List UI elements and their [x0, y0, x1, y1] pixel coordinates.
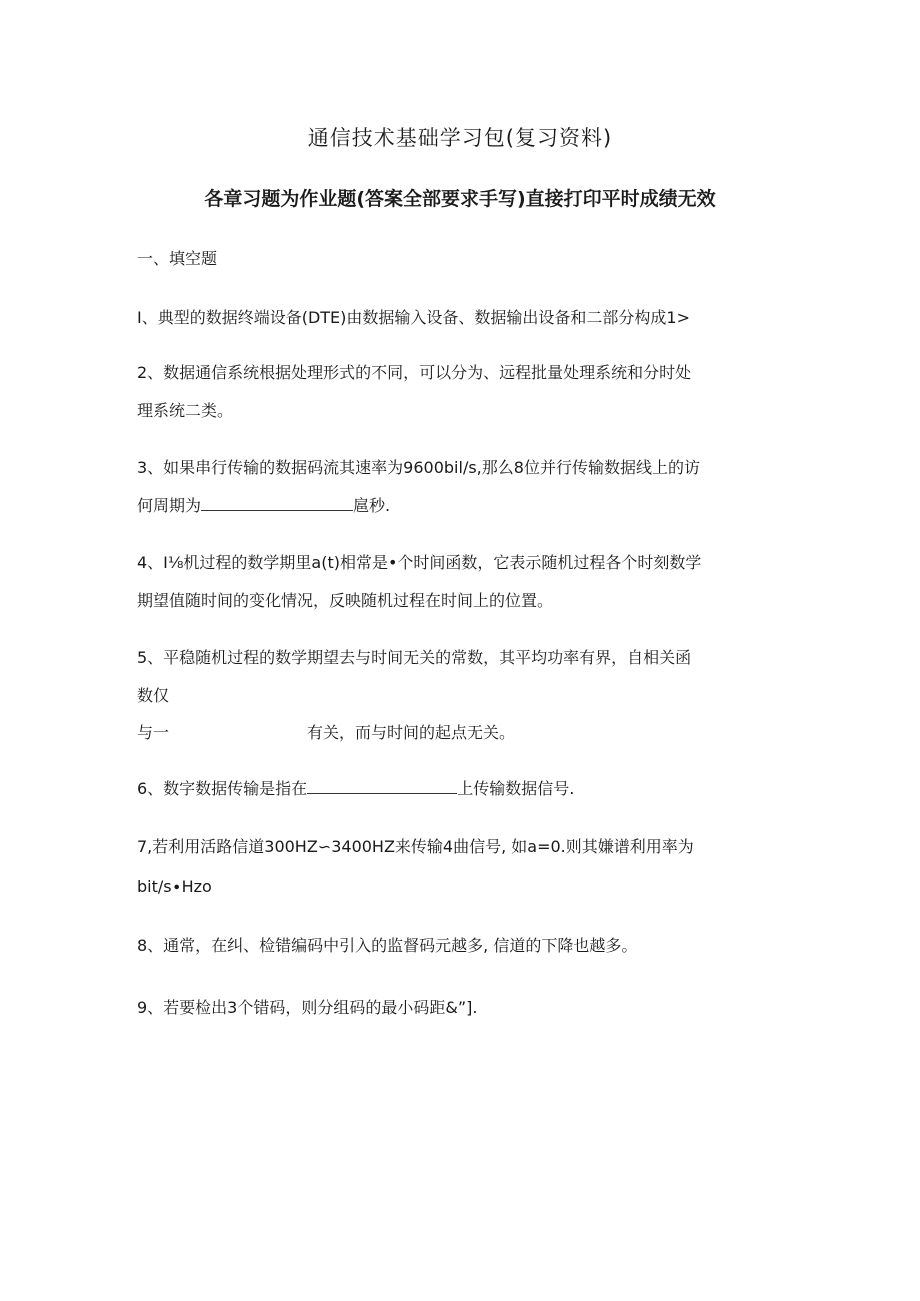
question-6 — [137, 776, 574, 799]
question-4-line-2: 期望值随时间的变化情况，反映随机过程在时间上的位置。 — [137, 591, 554, 610]
document-title: 通信技术基础学习包(复习资料) — [307, 126, 613, 150]
section-heading: 一、填空题 — [137, 249, 218, 268]
question-5-text-before-blank: 与一 — [137, 723, 170, 742]
question-6-text-before-blank: 6、数字数据传输是指在 — [137, 779, 308, 798]
question-5-line-1: 5、平稳随机过程的数学期望去与时间无关的常数，其平均功率有界，自相关函 — [137, 648, 692, 667]
answer-blank[interactable] — [307, 779, 457, 794]
question-5-line-2: 数仅 — [137, 686, 170, 705]
question-3-line-2 — [137, 493, 390, 516]
answer-blank[interactable] — [201, 496, 353, 511]
question-1: I、典型的数据终端设备(DTE)由数据输入设备、数据输出设备和二部分构成1> — [137, 308, 690, 327]
question-3-text-after-blank: 扈秒. — [353, 496, 391, 515]
question-3-line-1: 3、如果串行传输的数据码流其速率为9600bil∕s,那么8位并行传输数据线上的访 — [137, 458, 700, 477]
question-7-line-2: bit/s∙Hzo — [137, 877, 212, 896]
question-2-line-2: 理系统二类。 — [137, 401, 234, 420]
question-9: 9、若要检出3个错码，则分组码的最小码距&”]. — [137, 998, 478, 1017]
question-3-text-before-blank: 何周期为 — [137, 496, 202, 515]
question-5-text-after-blank: 有关，而与时间的起点无关。 — [307, 723, 516, 742]
question-5-line-3 — [137, 720, 515, 743]
question-2-line-1: 2、数据通信系统根据处理形式的不同，可以分为、远程批量处理系统和分时处 — [137, 363, 692, 382]
question-4-line-1: 4、I⅛机过程的数学期里a(t)相常是•个时间函数，它表示随机过程各个时刻数学 — [137, 553, 702, 572]
question-6-text-after-blank: 上传输数据信号. — [457, 779, 575, 798]
question-7-line-1: 7,若利用活路信道300HZ∽3400HZ来传输4曲信号, 如a=0.则其嫌谱利用率为 — [137, 837, 694, 856]
document-subtitle: 各章习题为作业题(答案全部要求手写)直接打印平时成绩无效 — [204, 188, 716, 210]
question-8: 8、通常，在纠、检错编码中引入的监督码元越多, 信道的下降也越多。 — [137, 936, 638, 955]
